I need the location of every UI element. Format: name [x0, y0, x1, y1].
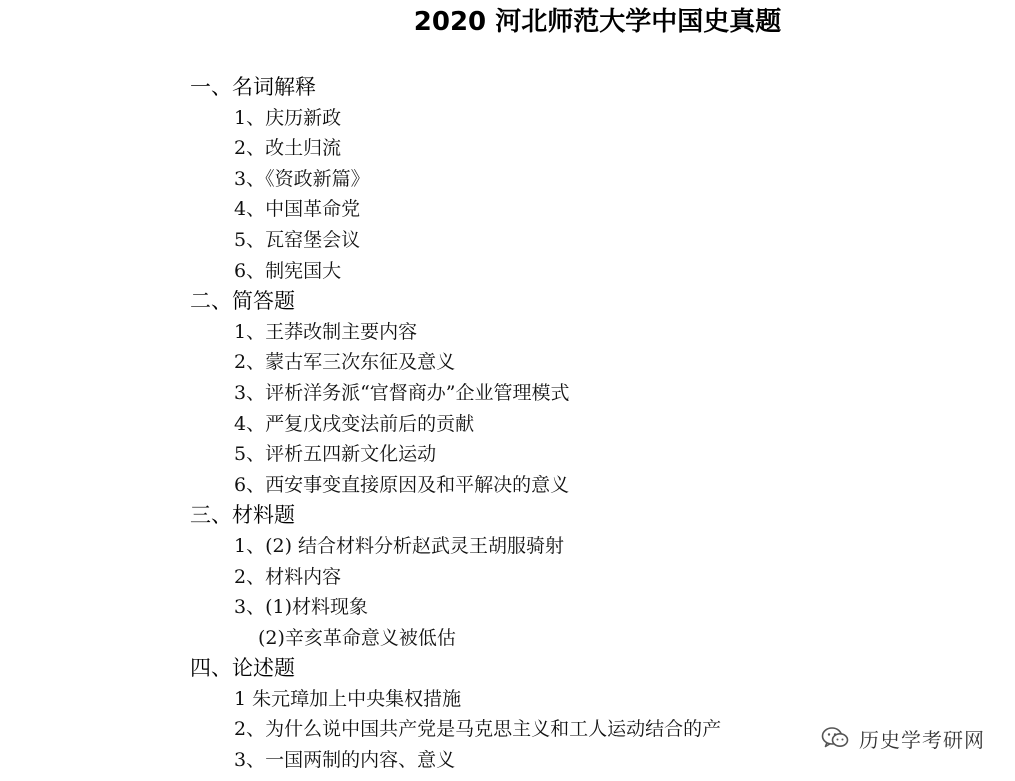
page-title: 2020 河北师范大学中国史真题	[413, 7, 782, 37]
watermark-text: 历史学考研网	[859, 727, 985, 752]
watermark	[813, 721, 985, 755]
question-item: 3、(1)材料现象	[234, 596, 369, 619]
section-short-answer	[190, 286, 830, 500]
question-item: 5、评析五四新文化运动	[234, 443, 437, 466]
question-item: 3、一国两制的内容、意义	[234, 749, 456, 772]
question-item: 3、评析洋务派“官督商办”企业管理模式	[234, 381, 570, 404]
question-item: 5、瓦窑堡会议	[234, 228, 361, 251]
question-item: 1、王莽改制主要内容	[234, 320, 418, 343]
section-material	[190, 500, 830, 653]
question-item: 6、制宪国大	[234, 259, 342, 282]
question-item: 4、严复戊戌变法前后的贡献	[234, 412, 475, 435]
section-heading: 二、简答题	[190, 289, 295, 314]
question-item: 2、为什么说中国共产党是马克思主义和工人运动结合的产	[234, 718, 722, 741]
section-heading: 四、论述题	[190, 656, 295, 681]
question-item: 1、庆历新政	[234, 106, 342, 129]
question-item: 2、材料内容	[234, 565, 342, 588]
section-essay	[190, 653, 830, 775]
question-subitem: (2)辛亥革命意义被低估	[258, 626, 456, 649]
wechat-icon	[821, 726, 849, 750]
question-item: 2、改土归流	[234, 137, 342, 160]
question-item: 1 朱元璋加上中央集权措施	[234, 687, 462, 710]
question-item: 1、(2) 结合材料分析赵武灵王胡服骑射	[234, 534, 565, 557]
question-item: 2、蒙古军三次东征及意义	[234, 351, 456, 374]
question-list	[190, 72, 830, 776]
section-noun-explanation	[190, 72, 830, 286]
section-heading: 三、材料题	[190, 503, 295, 528]
question-item: 3、《资政新篇》	[234, 167, 370, 190]
question-item: 4、中国革命党	[234, 198, 361, 221]
section-heading: 一、名词解释	[190, 75, 316, 99]
question-item: 6、西安事变直接原因及和平解决的意义	[234, 473, 570, 496]
